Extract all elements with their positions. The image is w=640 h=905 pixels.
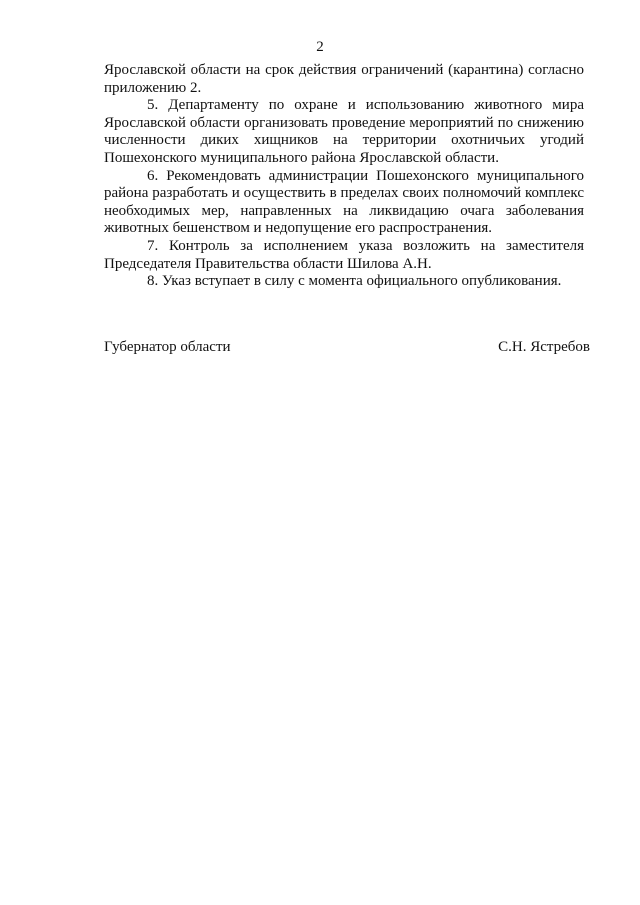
page-number: 2 xyxy=(316,39,324,55)
paragraph-item-7: 7. Контроль за исполнением указа возложить на заместителя Председателя Правительства области Шилова А.Н. xyxy=(104,237,584,272)
paragraph-item-8: 8. Указ вступает в силу с момента официального опубликования. xyxy=(147,273,562,290)
signatory-position: Губернатор области xyxy=(104,339,231,355)
paragraph-continuation: Ярославской области на срок действия ограничений (карантина) согласно приложению 2. xyxy=(104,62,584,96)
document-body xyxy=(104,62,584,291)
paragraph-item-6: 6. Рекомендовать администрации Пошехонского муниципального района разработать и осуществить в пределах своих полномочий комплекс необходимых мер, направленных на ликвидацию очага заболевания животных бешенством и недопущение его распространения. xyxy=(104,167,584,237)
paragraph-item-5: 5. Департаменту по охране и использованию животного мира Ярославской области организовать проведение мероприятий по снижению численности диких хищников на территории охотничьих угодий Пошехонского муниципального района Ярославской области. xyxy=(104,97,584,166)
signatory-name: С.Н. Ястребов xyxy=(498,339,590,355)
signature-block xyxy=(104,338,590,356)
